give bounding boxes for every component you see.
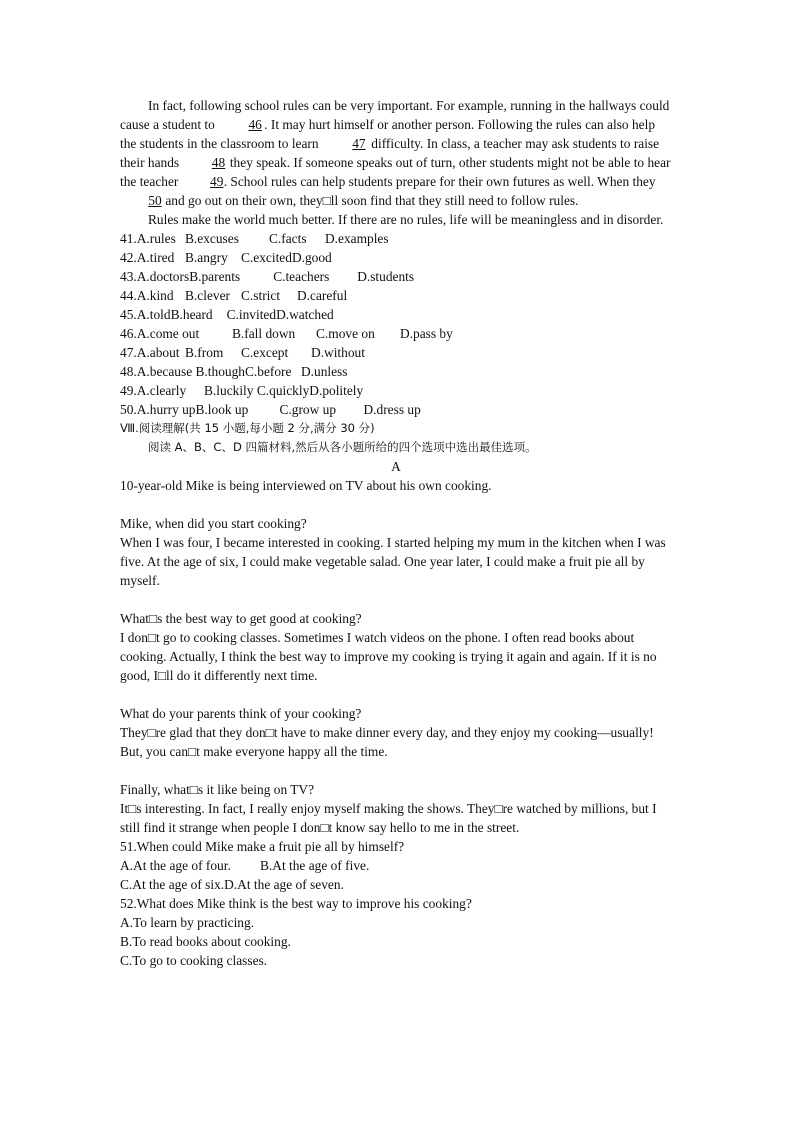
option-row-41: 41.A.rules B.excuses C.facts D.examples <box>120 231 389 246</box>
interview-question-2: What□s the best way to get good at cooking? <box>120 611 362 626</box>
option-row-50: 50.A.hurry upB.look up C.grow up D.dress up <box>120 402 421 417</box>
passage-a-intro: 10-year-old Mike is being interviewed on TV about his own cooking. <box>120 478 492 493</box>
question-52-option-a: A.To learn by practicing. <box>120 915 255 930</box>
passage-label-a: A <box>391 459 401 474</box>
option-row-49: 49.A.clearly B.luckily C.quicklyD.politely <box>120 383 364 398</box>
cloze-text: In fact, following school rules can be very important. For example, running in the hallways could cause a student to <box>120 98 670 132</box>
blank-47: 47 <box>352 136 366 151</box>
interview-answer-4: It□s interesting. In fact, I really enjoy myself making the shows. They□re watched by millions, but I still find it strange when people I don□t know say hello to me in the street. <box>120 801 657 835</box>
blank-50: 50 <box>148 193 162 208</box>
cloze-paragraph-2: Rules make the world much better. If there are no rules, life will be meaningless and in disorder. <box>148 212 664 227</box>
exam-page <box>120 96 672 970</box>
cloze-text: . School rules can help students prepare for their own futures as well. When they <box>223 174 656 189</box>
cloze-text: and go out on their own, they□ll soon find that they still need to follow rules. <box>162 193 579 208</box>
cloze-text: they speak. If someone speaks out of turn, other students might not be able to hear the teacher <box>120 155 671 189</box>
interview-question-3: What do your parents think of your cooking? <box>120 706 362 721</box>
interview-answer-1: When I was four, I became interested in cooking. I started helping my mum in the kitchen when I was five. At the age of six, I could make vegetable salad. One year later, I could make a fruit pie all by myself. <box>120 535 666 588</box>
blank-49: 49 <box>210 174 224 189</box>
cloze-text: difficulty. In class, a teacher may ask students to raise their hands <box>120 136 660 170</box>
option-row-48: 48.A.because B.thoughC.before D.unless <box>120 364 348 379</box>
blank-48: 48 <box>211 155 226 170</box>
option-row-42: 42.A.tired B.angry C.excitedD.good <box>120 250 332 265</box>
question-51-options-ab: A.At the age of four. B.At the age of five. <box>120 858 370 873</box>
options-list <box>120 229 672 419</box>
section-heading: Ⅷ.阅读理解(共 15 小题,每小题 2 分,满分 30 分) <box>120 421 375 435</box>
option-row-44: 44.A.kind B.clever C.strict D.careful <box>120 288 348 303</box>
cloze-paragraph-1 <box>120 96 672 210</box>
option-row-43: 43.A.doctorsB.parents C.teachers D.students <box>120 269 415 284</box>
question-51: 51.When could Mike make a fruit pie all by himself? <box>120 839 405 854</box>
cloze-text: . It may hurt himself or another person. Following the rules can also help the students in the classroom to learn <box>120 117 656 151</box>
question-52-option-b: B.To read books about cooking. <box>120 934 291 949</box>
interview-question-1: Mike, when did you start cooking? <box>120 516 307 531</box>
section-instruction: 阅读 A、B、C、D 四篇材料,然后从各小题所给的四个选项中选出最佳选项。 <box>148 440 537 454</box>
question-51-options-cd: C.At the age of six.D.At the age of seven. <box>120 877 344 892</box>
interview-answer-3: They□re glad that they don□t have to make dinner every day, and they enjoy my cooking—usually! But, you can□t make everyone happy all the time. <box>120 725 654 759</box>
interview-answer-2: I don□t go to cooking classes. Sometimes I watch videos on the phone. I often read books about cooking. Actually, I think the best way to improve my cooking is trying it again and again. If it is no good, I□ll do it differently next time. <box>120 630 657 683</box>
option-row-45: 45.A.toldB.heard C.invitedD.watched <box>120 307 334 322</box>
interview-question-4: Finally, what□s it like being on TV? <box>120 782 315 797</box>
blank-46: 46 <box>248 117 262 132</box>
option-row-47: 47.A.about B.from C.except D.without <box>120 345 365 360</box>
question-52-option-c: C.To go to cooking classes. <box>120 953 268 968</box>
option-row-46: 46.A.come out B.fall down C.move on D.pass by <box>120 326 453 341</box>
question-52: 52.What does Mike think is the best way to improve his cooking? <box>120 896 472 911</box>
